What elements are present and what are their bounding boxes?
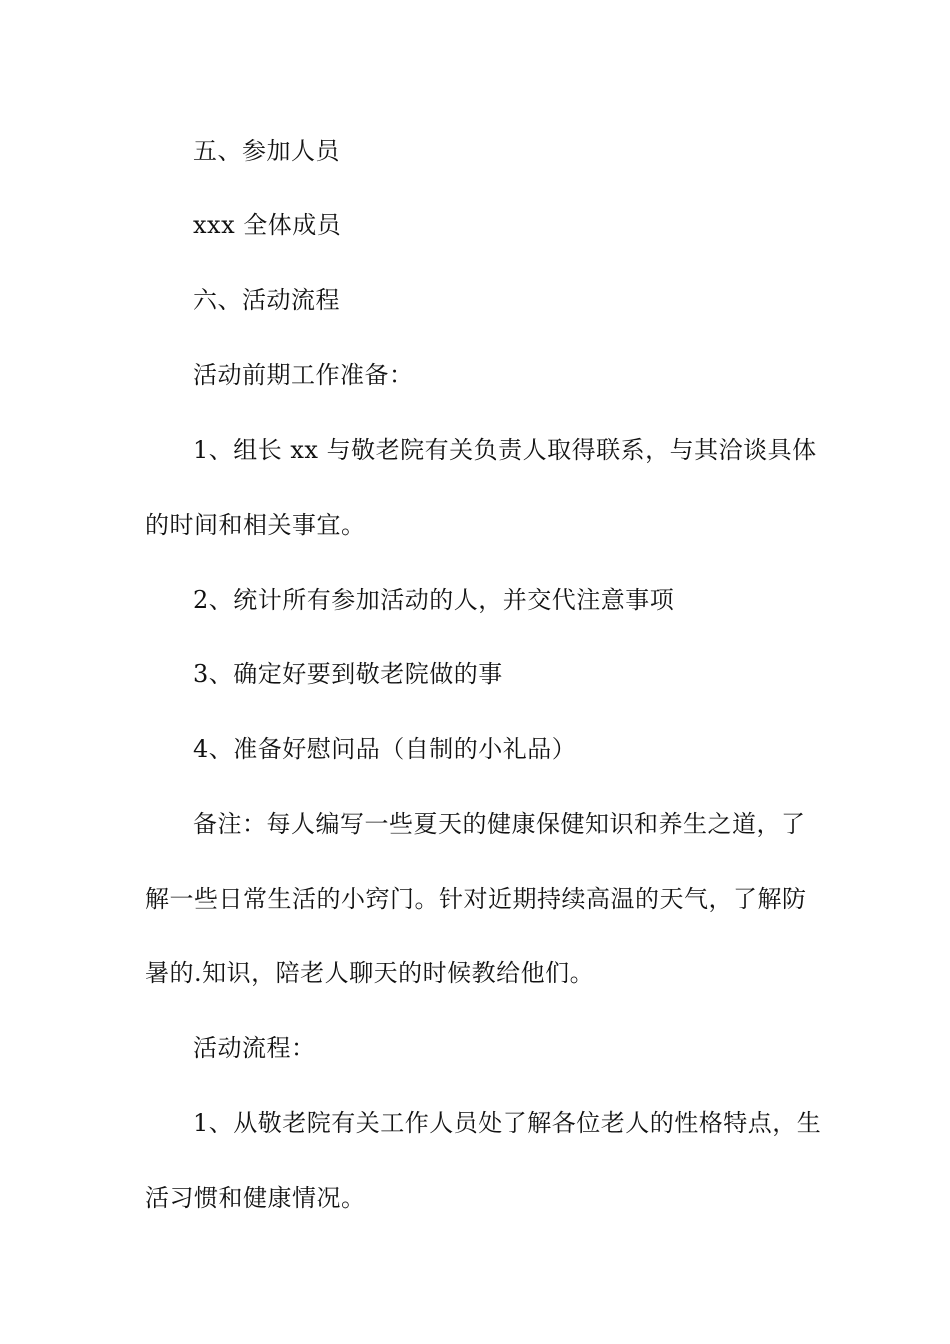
prep-item-1-line-1: 1、组长 xx 与敬老院有关负责人取得联系，与其洽谈具体 bbox=[193, 436, 817, 464]
section-heading-participants: 五、参加人员 bbox=[193, 137, 340, 165]
subheading-preparation: 活动前期工作准备： bbox=[193, 361, 414, 389]
process-item-1-line-2: 活习惯和健康情况。 bbox=[145, 1184, 366, 1212]
prep-item-2: 2、统计所有参加活动的人，并交代注意事项 bbox=[193, 586, 675, 614]
note-line-2: 解一些日常生活的小窍门。针对近期持续高温的天气，了解防 bbox=[145, 885, 807, 913]
note-line-1: 备注：每人编写一些夏天的健康保健知识和养生之道，了 bbox=[193, 810, 806, 838]
participants-text: xxx 全体成员 bbox=[193, 211, 342, 239]
prep-item-1-line-2: 的时间和相关事宜。 bbox=[145, 511, 366, 539]
process-item-1-line-1: 1、从敬老院有关工作人员处了解各位老人的性格特点，生 bbox=[193, 1109, 822, 1137]
subheading-activity-process: 活动流程： bbox=[193, 1034, 316, 1062]
note-line-3: 暑的.知识，陪老人聊天的时候教给他们。 bbox=[145, 959, 595, 987]
section-heading-process: 六、活动流程 bbox=[193, 286, 340, 314]
prep-item-4: 4、准备好慰问品（自制的小礼品） bbox=[193, 735, 577, 763]
prep-item-3: 3、确定好要到敬老院做的事 bbox=[193, 660, 503, 688]
